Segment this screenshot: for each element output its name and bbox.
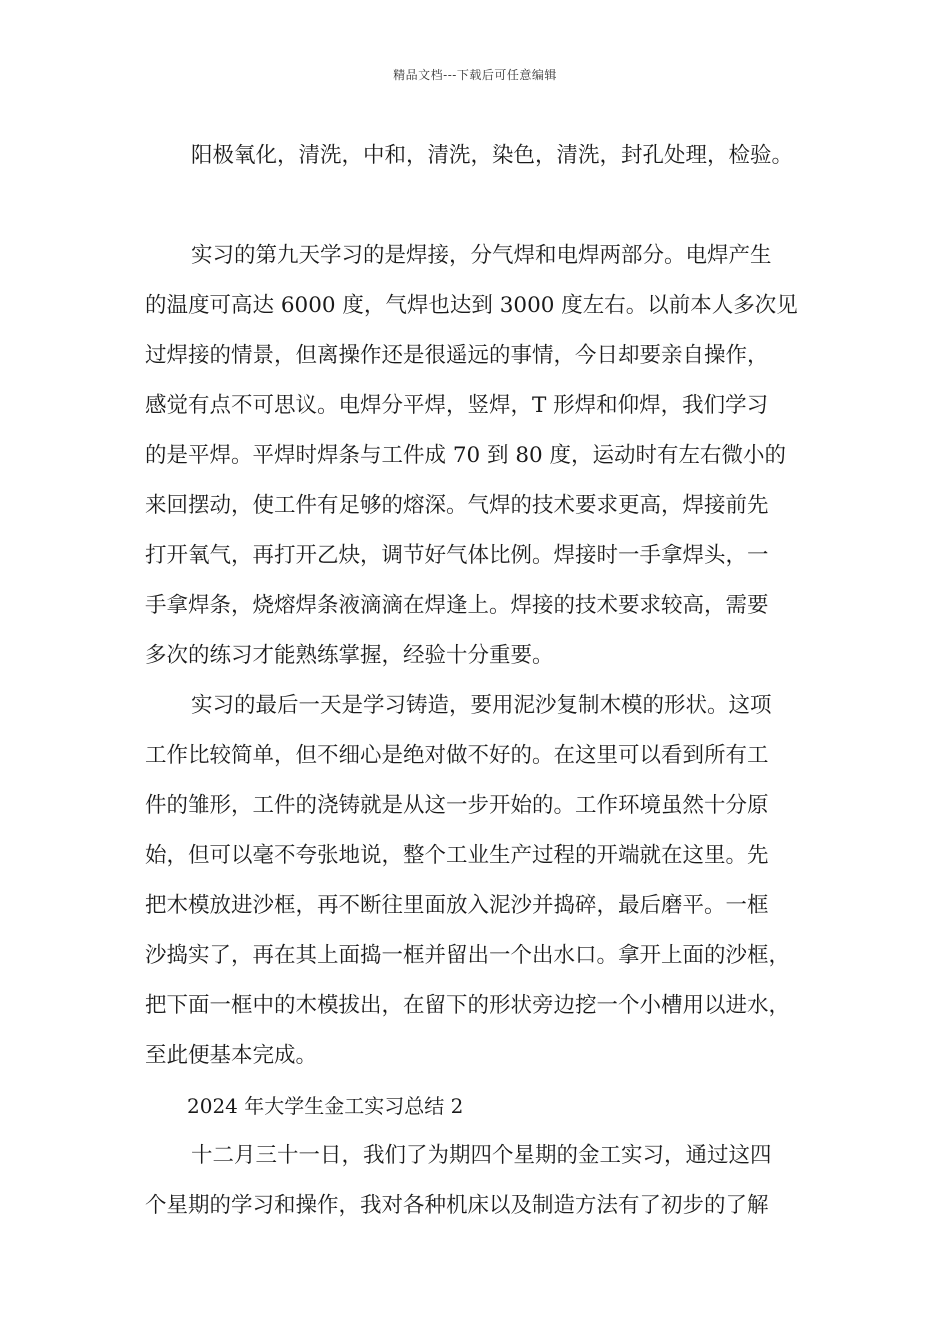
paragraph-line: 件的雏形，工件的浇铸就是从这一步开始的。工作环境虽然十分原 bbox=[145, 793, 769, 818]
paragraph-line: 的是平焊。平焊时焊条与工件成 70 到 80 度，运动时有左右微小的 bbox=[145, 443, 787, 468]
paragraph-line: 十二月三十一日，我们了为期四个星期的金工实习，通过这四 bbox=[191, 1143, 772, 1168]
paragraph-line: 实习的最后一天是学习铸造，要用泥沙复制木模的形状。这项 bbox=[191, 693, 772, 718]
paragraph-line: 手拿焊条，烧熔焊条液滴滴在焊逢上。焊接的技术要求较高，需要 bbox=[145, 593, 769, 618]
paragraph-line: 把下面一框中的木模拔出，在留下的形状旁边挖一个小槽用以进水， bbox=[145, 993, 791, 1018]
paragraph-line: 来回摆动，使工件有足够的熔深。气焊的技术要求更高，焊接前先 bbox=[145, 493, 769, 518]
page-header: 精品文档---下载后可任意编辑 bbox=[393, 68, 557, 82]
paragraph-line: 至此便基本完成。 bbox=[145, 1043, 318, 1068]
paragraph-line: 过焊接的情景，但离操作还是很遥远的事情，今日却要亲自操作， bbox=[145, 343, 769, 368]
paragraph-line: 始，但可以毫不夸张地说，整个工业生产过程的开端就在这里。先 bbox=[145, 843, 769, 868]
paragraph-line: 个星期的学习和操作，我对各种机床以及制造方法有了初步的了解 bbox=[145, 1193, 769, 1218]
paragraph-gap bbox=[145, 181, 805, 231]
paragraph-line: 打开氧气，再打开乙炔，调节好气体比例。焊接时一手拿焊头，一 bbox=[145, 543, 769, 568]
paragraph-line: 感觉有点不可思议。电焊分平焊，竖焊，T 形焊和仰焊，我们学习 bbox=[145, 393, 769, 418]
paragraph-line: 工作比较简单，但不细心是绝对做不好的。在这里可以看到所有工 bbox=[145, 743, 769, 768]
paragraph-line: 把木模放进沙框，再不断往里面放入泥沙并捣碎，最后磨平。一框 bbox=[145, 893, 769, 918]
paragraph-line: 阳极氧化，清洗，中和，清洗，染色，清洗，封孔处理，检验。 bbox=[191, 143, 794, 168]
paragraph-line: 沙捣实了，再在其上面捣一框并留出一个出水口。拿开上面的沙框， bbox=[145, 943, 791, 968]
paragraph-line: 多次的练习才能熟练掌握，经验十分重要。 bbox=[145, 643, 554, 668]
paragraph-line: 的温度可高达 6000 度，气焊也达到 3000 度左右。以前本人多次见 bbox=[145, 293, 798, 318]
document-body bbox=[145, 131, 805, 1231]
paragraph-line: 实习的第九天学习的是焊接，分气焊和电焊两部分。电焊产生 bbox=[191, 243, 772, 268]
section-heading: 2024 年大学生金工实习总结 2 bbox=[187, 1094, 464, 1118]
